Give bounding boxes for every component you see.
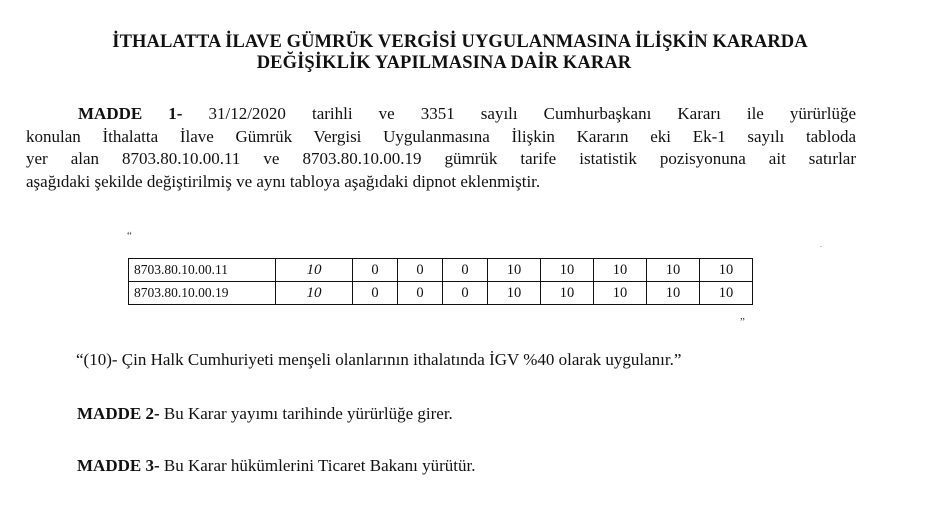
duty-rate-cell: 10	[276, 282, 353, 305]
article-1-line-3: yer alan 8703.80.10.00.11 ve 8703.80.10.00.19 gümrük tarife istatistik pozisyonuna ait satırlar	[26, 149, 856, 168]
table-cell: 10	[700, 282, 753, 305]
table-row	[129, 282, 753, 305]
table-cell: 10	[647, 282, 700, 305]
article-2-paragraph	[77, 403, 907, 426]
table-cell: 0	[398, 282, 443, 305]
table-opening-quote: “	[127, 230, 132, 242]
table-row	[129, 259, 753, 282]
table-cell: 10	[700, 259, 753, 282]
article-2-label: MADDE 2-	[77, 404, 160, 423]
table-cell: 0	[443, 282, 488, 305]
table-cell: 10	[488, 259, 541, 282]
article-2-text: Bu Karar yayımı tarihinde yürürlüğe girer.	[159, 404, 453, 423]
article-1-line-2: konulan İthalatta İlave Gümrük Vergisi Uygulanmasına İlişkin Kararın eki Ek-1 sayılı tabloda	[26, 126, 856, 146]
scan-mark: .	[820, 240, 822, 249]
table-cell: 0	[353, 259, 398, 282]
tariff-code-cell: 8703.80.10.00.11	[129, 259, 276, 282]
document-title-line-2: DEĞİŞİKLİK YAPILMASINA DAİR KARAR	[256, 53, 632, 73]
tariff-table	[128, 258, 753, 305]
article-3-text: Bu Karar hükümlerini Ticaret Bakanı yürütür.	[159, 456, 476, 475]
article-1-line-1	[26, 103, 856, 126]
article-1-label: MADDE 1-	[78, 104, 183, 123]
footnote-text: “(10)- Çin Halk Cumhuriyeti menşeli olanlarının ithalatında İGV %40 olarak uygulanır.”	[76, 350, 682, 369]
article-1-paragraph	[26, 103, 856, 193]
table-cell: 0	[353, 282, 398, 305]
table-cell: 10	[541, 259, 594, 282]
table-cell: 10	[594, 282, 647, 305]
table-cell: 0	[443, 259, 488, 282]
article-3-label: MADDE 3-	[77, 456, 160, 475]
table-closing-quote: ”	[740, 316, 745, 328]
table-cell: 0	[398, 259, 443, 282]
article-3-paragraph	[77, 455, 907, 478]
table-cell: 10	[594, 259, 647, 282]
tariff-code-cell: 8703.80.10.00.19	[129, 282, 276, 305]
article-1-line-4: aşağıdaki şekilde değiştirilmiş ve aynı tabloya aşağıdaki dipnot eklenmiştir.	[26, 171, 541, 191]
table-cell: 10	[647, 259, 700, 282]
article-1-text-1: 31/12/2020 tarihli ve 3351 sayılı Cumhurbaşkanı Kararı ile yürürlüğe	[182, 104, 856, 123]
table-cell: 10	[541, 282, 594, 305]
duty-rate-cell: 10	[276, 259, 353, 282]
document-title-line-1: İTHALATTA İLAVE GÜMRÜK VERGİSİ UYGULANMASINA İLİŞKİN KARARDA	[112, 32, 808, 52]
table-cell: 10	[488, 282, 541, 305]
